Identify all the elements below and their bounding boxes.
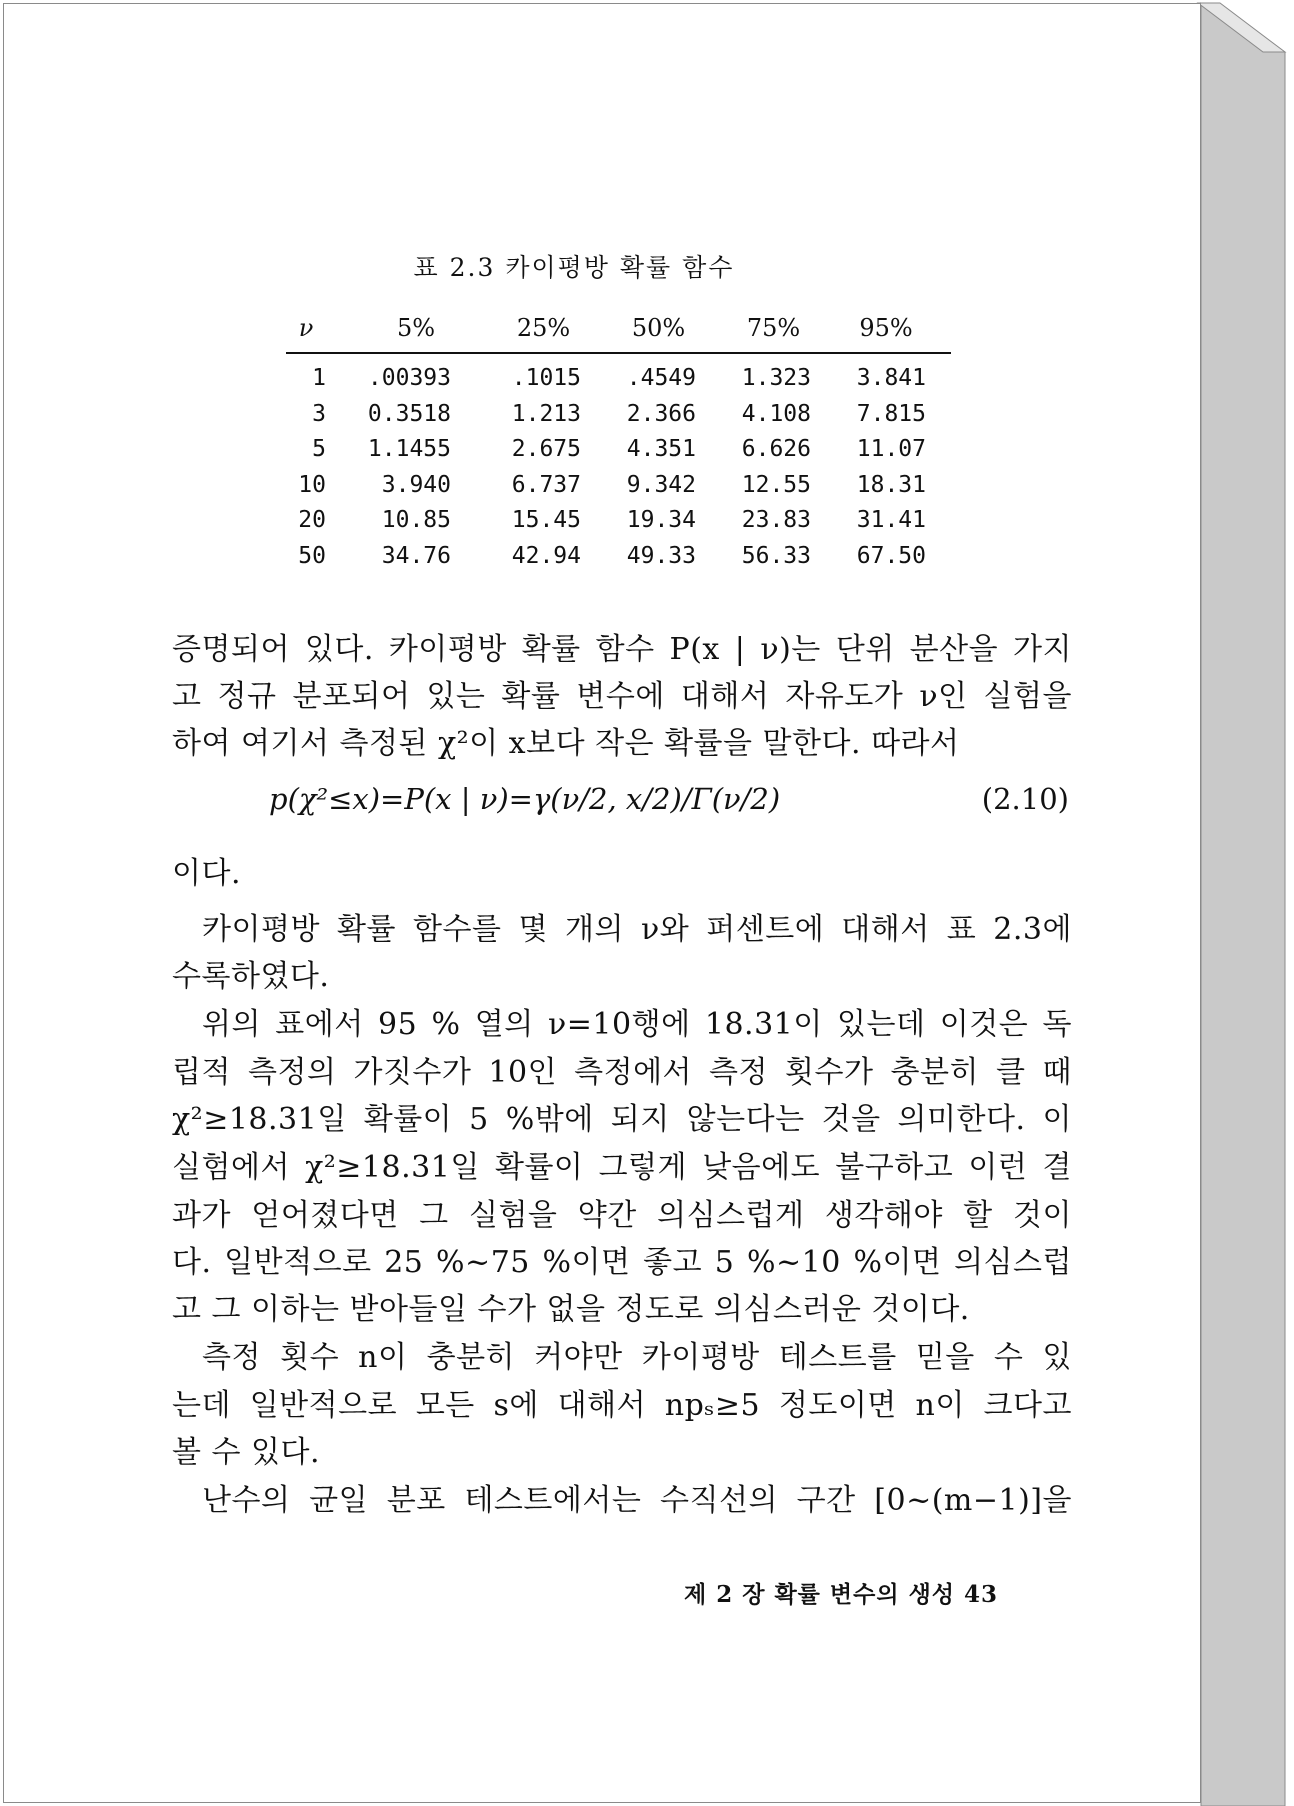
table-cell: 1 <box>312 365 326 391</box>
table-cell: 2.366 <box>626 400 696 427</box>
table-cell: 56.33 <box>741 542 811 569</box>
table-row <box>286 543 951 579</box>
table-cell: 6.626 <box>741 436 811 462</box>
table-cell: 3.841 <box>856 365 926 391</box>
body-text-line: 수록하였다. <box>172 959 330 994</box>
table-cell: 50 <box>298 542 326 569</box>
header-50pct: 50% <box>631 314 686 342</box>
table-cell: 23.83 <box>741 507 811 533</box>
body-text-line: χ²≥18.31일 확률이 5 %밖에 되지 않는다는 것을 의미한다. 이 <box>172 1102 1072 1137</box>
table-cell: 0.3518 <box>367 400 451 427</box>
body-text-line: 볼 수 있다. <box>172 1435 321 1470</box>
table-cell: 20 <box>298 507 326 533</box>
table-cell: 1.323 <box>741 365 811 391</box>
header-95pct: 95% <box>859 314 913 342</box>
table-cell: 1.1455 <box>367 436 451 462</box>
table-cell: 1.213 <box>511 400 581 427</box>
body-text-line: 카이평방 확률 함수를 몇 개의 ν와 퍼센트에 대해서 표 2.3에 <box>202 912 1072 947</box>
table-cell: 42.94 <box>511 542 581 569</box>
body-text-line: 하여 여기서 측정된 χ²이 x보다 작은 확률을 말한다. 따라서 <box>172 726 960 761</box>
table-body <box>286 354 951 578</box>
body-text-line: 다. 일반적으로 25 %~75 %이면 좋고 5 %~10 %이면 의심스럽 <box>172 1245 1072 1280</box>
body-text-line: 측정 횟수 n이 충분히 커야만 카이평방 테스트를 믿을 수 있 <box>202 1340 1072 1375</box>
table-cell: 34.76 <box>381 542 451 569</box>
table-cell: 5 <box>312 436 326 462</box>
table-row <box>286 507 951 543</box>
table-cell: 11.07 <box>856 436 926 462</box>
table-cell: 7.815 <box>856 400 926 427</box>
table-cell: 19.34 <box>626 507 696 533</box>
header-75pct: 75% <box>746 314 801 342</box>
table-cell: 18.31 <box>856 471 926 498</box>
equation: p(χ²≤x)=P(x | ν)=γ(ν/2, x/2)/Γ(ν/2) <box>269 782 781 816</box>
body-text-line: 이다. <box>172 856 241 891</box>
table-cell: 4.351 <box>626 436 696 462</box>
table-cell: 15.45 <box>511 507 581 533</box>
chi-square-table <box>286 304 951 578</box>
table-row <box>286 401 951 437</box>
page-footer: 제 2 장 확률 변수의 생성 43 <box>684 1581 999 1608</box>
table-cell: 10.85 <box>381 507 451 533</box>
table-cell: 31.41 <box>856 507 926 533</box>
table-caption: 표 2.3 카이평방 확률 함수 <box>413 253 735 282</box>
body-text-line: 는데 일반적으로 모든 s에 대해서 npₛ≥5 정도이면 n이 크다고 <box>172 1388 1072 1423</box>
equation-number: (2.10) <box>981 782 1069 816</box>
header-25pct: 25% <box>516 314 571 342</box>
body-text-line: 난수의 균일 분포 테스트에서는 수직선의 구간 [0~(m−1)]을 <box>202 1483 1072 1518</box>
body-text-line: 립적 측정의 가짓수가 10인 측정에서 측정 횟수가 충분히 클 때 <box>172 1055 1072 1090</box>
table-cell: 12.55 <box>741 471 811 498</box>
table-cell: 3 <box>312 400 326 427</box>
table-row <box>286 436 951 472</box>
header-nu: ν <box>298 314 314 342</box>
header-5pct: 5% <box>396 314 436 342</box>
body-text-line: 고 그 이하는 받아들일 수가 없을 정도로 의심스러운 것이다. <box>172 1292 970 1327</box>
table-cell: .00393 <box>367 365 451 391</box>
table-cell: 49.33 <box>626 542 696 569</box>
table-cell: 3.940 <box>381 471 451 498</box>
body-text-line: 고 정규 분포되어 있는 확률 변수에 대해서 자유도가 ν인 실험을 <box>172 679 1072 714</box>
body-text-line: 위의 표에서 95 % 열의 ν=10행에 18.31이 있는데 이것은 독 <box>202 1007 1072 1042</box>
book-page <box>3 3 1201 1803</box>
table-cell: .1015 <box>511 365 581 391</box>
table-cell: .4549 <box>626 365 696 391</box>
table-cell: 2.675 <box>511 436 581 462</box>
table-header-row <box>286 304 951 354</box>
body-text-line: 증명되어 있다. 카이평방 확률 함수 P(x | ν)는 단위 분산을 가지 <box>172 632 1072 667</box>
table-row <box>286 472 951 508</box>
table-cell: 6.737 <box>511 471 581 498</box>
body-text-line: 실험에서 χ²≥18.31일 확률이 그렇게 낮음에도 불구하고 이런 결 <box>172 1150 1072 1185</box>
table-cell: 9.342 <box>626 471 696 498</box>
table-cell: 67.50 <box>856 542 926 569</box>
table-cell: 4.108 <box>741 400 811 427</box>
body-text-line: 과가 얻어졌다면 그 실험을 약간 의심스럽게 생각해야 할 것이 <box>172 1198 1072 1233</box>
table-row <box>286 365 951 401</box>
table-cell: 10 <box>298 471 326 498</box>
